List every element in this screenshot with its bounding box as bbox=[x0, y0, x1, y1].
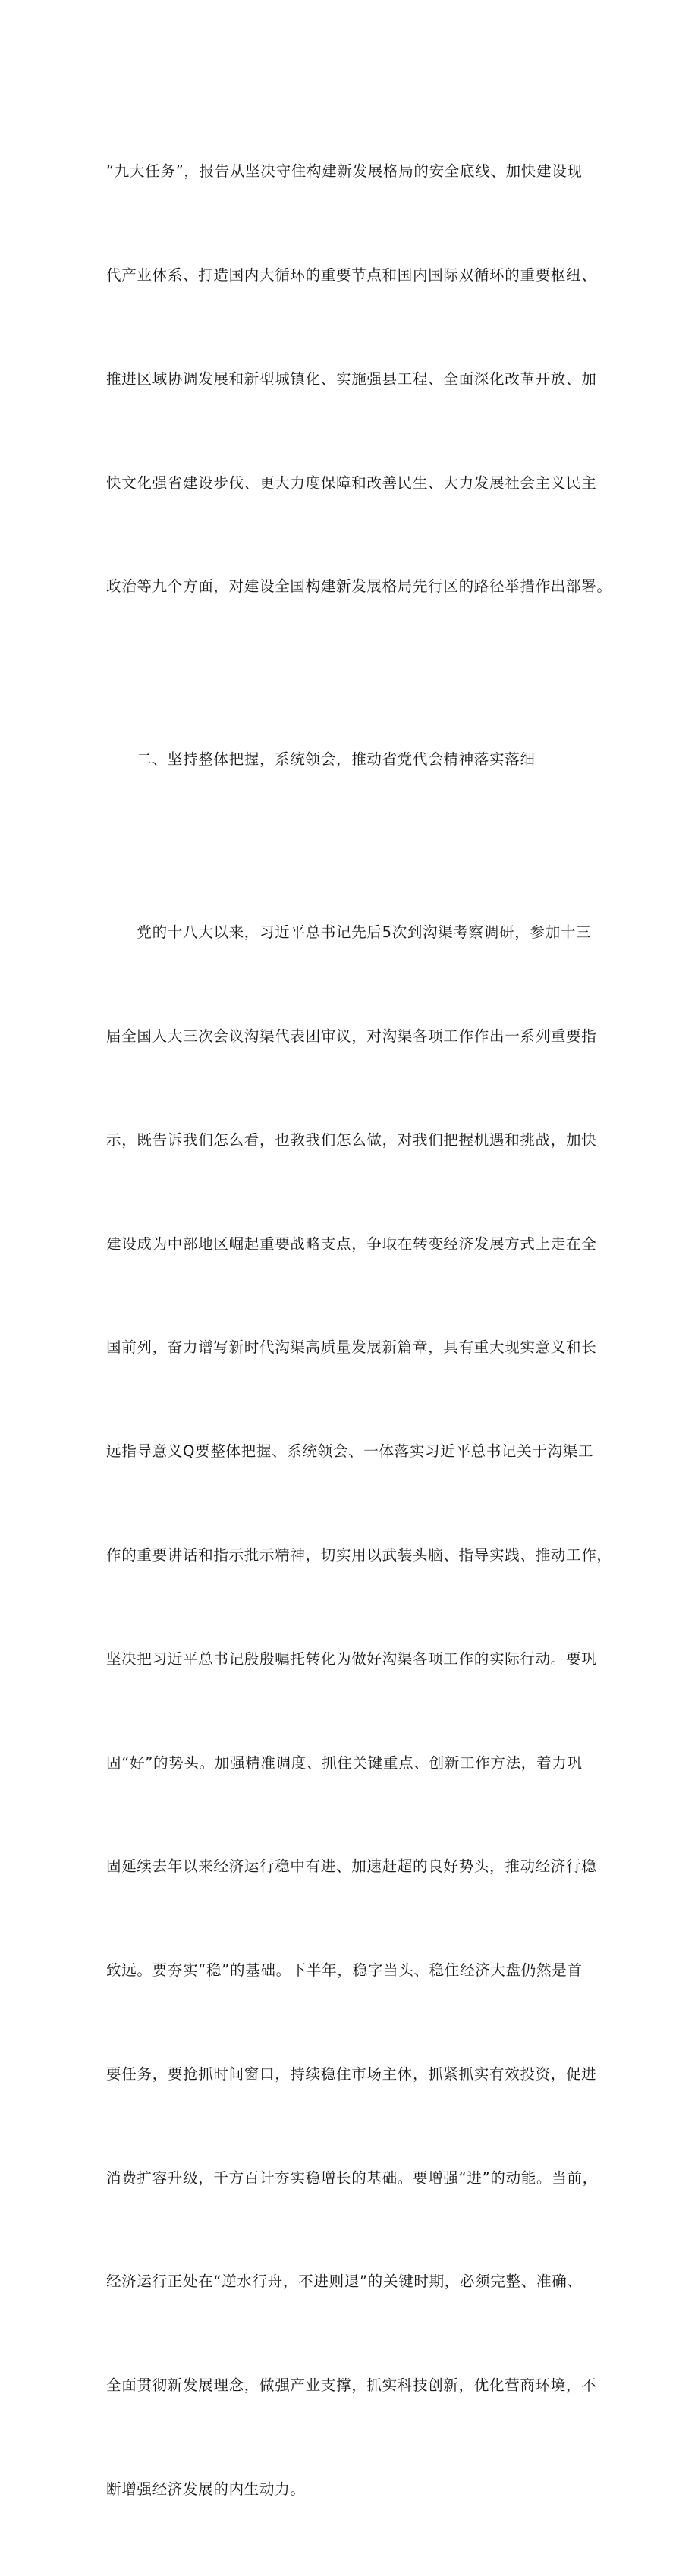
text-line: 断增强经济发展的内生动力。 bbox=[106, 2480, 306, 2498]
text-line: 作的重要讲话和指示批示精神，切实用以武装头脑、指导实践、推动工作， bbox=[106, 1546, 612, 1564]
text-line: 致远。要夯实“稳”的基础。下半年，稳字当头、稳住经济大盘仍然是首 bbox=[106, 1961, 583, 1980]
text-line: 固延续去年以来经济运行稳中有进、加速赶超的良好势头，推动经济行稳 bbox=[106, 1857, 597, 1876]
text-line: 建设成为中部地区崛起重要战略支点，争取在转变经济发展方式上走在全 bbox=[106, 1235, 597, 1253]
text-line: 政治等九个方面，对建设全国构建新发展格局先行区的路径举措作出部署。 bbox=[106, 577, 612, 596]
text-line: 全面贯彻新发展理念，做强产业支撑，抓实科技创新，优化营商环境，不 bbox=[106, 2376, 597, 2395]
paragraph-nine-tasks bbox=[106, 85, 613, 673]
document-body bbox=[106, 85, 613, 2576]
text-line: 届全国人大三次会议沟渠代表团审议，对沟渠各项工作作出一系列重要指 bbox=[106, 1027, 597, 1046]
text-line: 坚决把习近平总书记殷殷嘱托转化为做好沟渠各项工作的实际行动。要巩 bbox=[106, 1650, 597, 1668]
text-line: 远指导意义Q要整体把握、系统领会、一体落实习近平总书记关于沟渠工 bbox=[106, 1442, 594, 1461]
text-line: 固“好”的势头。加强精准调度、抓住关键重点、创新工作方法，着力巩 bbox=[106, 1754, 583, 1772]
paragraph-since-18th-congress bbox=[106, 846, 613, 2576]
text-line: “九大任务”，报告从坚决守住构建新发展格局的安全底线、加快建设现 bbox=[106, 162, 583, 181]
text-line: 要任务，要抢抓时间窗口，持续稳住市场主体，抓紧抓实有效投资，促进 bbox=[106, 2065, 597, 2083]
text-line: 经济运行正处在“逆水行舟，不进则退”的关键时期，必须完整、准确、 bbox=[106, 2272, 583, 2291]
text-line: 消费扩容升级，千方百计夯实稳增长的基础。要增强“进”的动能。当前， bbox=[106, 2169, 598, 2187]
text-line: 推进区域协调发展和新型城镇化、实施强县工程、全面深化改革开放、加 bbox=[106, 370, 597, 388]
text-line: 示，既告诉我们怎么看，也教我们怎么做，对我们把握机遇和挑战，加快 bbox=[106, 1131, 597, 1149]
text-line: 代产业体系、打造国内大循环的重要节点和国内国际双循环的重要枢纽、 bbox=[106, 266, 597, 284]
text-line: 快文化强省建设步伐、更大力度保障和改善民生、大力发展社会主义民主 bbox=[106, 473, 597, 492]
section-heading-two bbox=[106, 673, 613, 846]
text-line: 国前列，奋力谱写新时代沟渠高质量发展新篇章，具有重大现实意义和长 bbox=[106, 1338, 597, 1357]
heading-line: 二、坚持整体把握，系统领会，推动省党代会精神落实落细 bbox=[106, 750, 536, 769]
text-line: 党的十八大以来，习近平总书记先后5次到沟渠考察调研，参加十三 bbox=[106, 923, 592, 942]
